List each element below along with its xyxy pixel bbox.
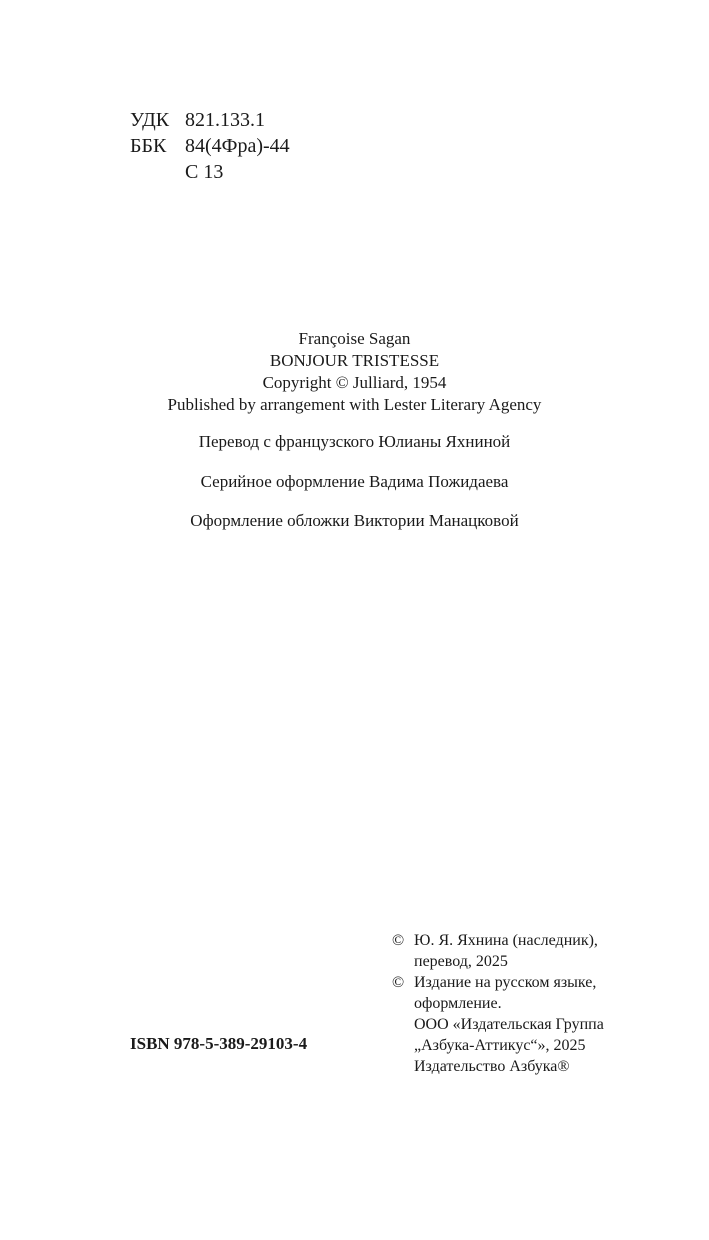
copyright-line: перевод, 2025 (414, 953, 508, 970)
cover-design-credit: Оформление обложки Виктории Манацковой (190, 511, 519, 530)
publication-arrangement: Published by arrangement with Lester Literary Agency (167, 395, 542, 414)
original-author: Françoise Sagan (298, 329, 411, 348)
bbk-label: ББК (130, 135, 167, 157)
copyright-symbol: © (392, 932, 405, 949)
copyright-line: Ю. Я. Яхнина (наследник), (414, 932, 598, 949)
original-edition-info (0, 328, 709, 416)
series-design-credit: Серийное оформление Вадима Пожидаева (200, 472, 509, 491)
isbn: ISBN 978-5-389-29103-4 (130, 1034, 308, 1053)
copyright-line: ООО «Издательская Группа (414, 1016, 604, 1033)
classification-block (130, 107, 290, 185)
copyright-notices (392, 930, 604, 1077)
udk-row (130, 107, 290, 133)
copyright-line: „Азбука-Аттикус“», 2025 (414, 1037, 586, 1054)
original-copyright: Copyright © Julliard, 1954 (262, 373, 447, 392)
copyright-line: Издание на русском языке, (414, 974, 597, 991)
original-title: BONJOUR TRISTESSE (269, 351, 440, 370)
udk-value: 821.133.1 (185, 109, 265, 131)
author-mark-row (130, 159, 290, 185)
translation-credit: Перевод с французского Юлианы Яхниной (198, 432, 511, 451)
bbk-row (130, 133, 290, 159)
copyright-line: Издательство Азбука® (414, 1058, 570, 1075)
copyright-symbol: © (392, 974, 405, 991)
udk-label: УДК (130, 109, 170, 131)
copyright-line: оформление. (414, 995, 502, 1012)
copyright-translation (392, 930, 604, 972)
author-mark: С 13 (185, 161, 224, 183)
bbk-value: 84(4Фра)-44 (185, 135, 290, 157)
copyright-edition (392, 972, 604, 1077)
